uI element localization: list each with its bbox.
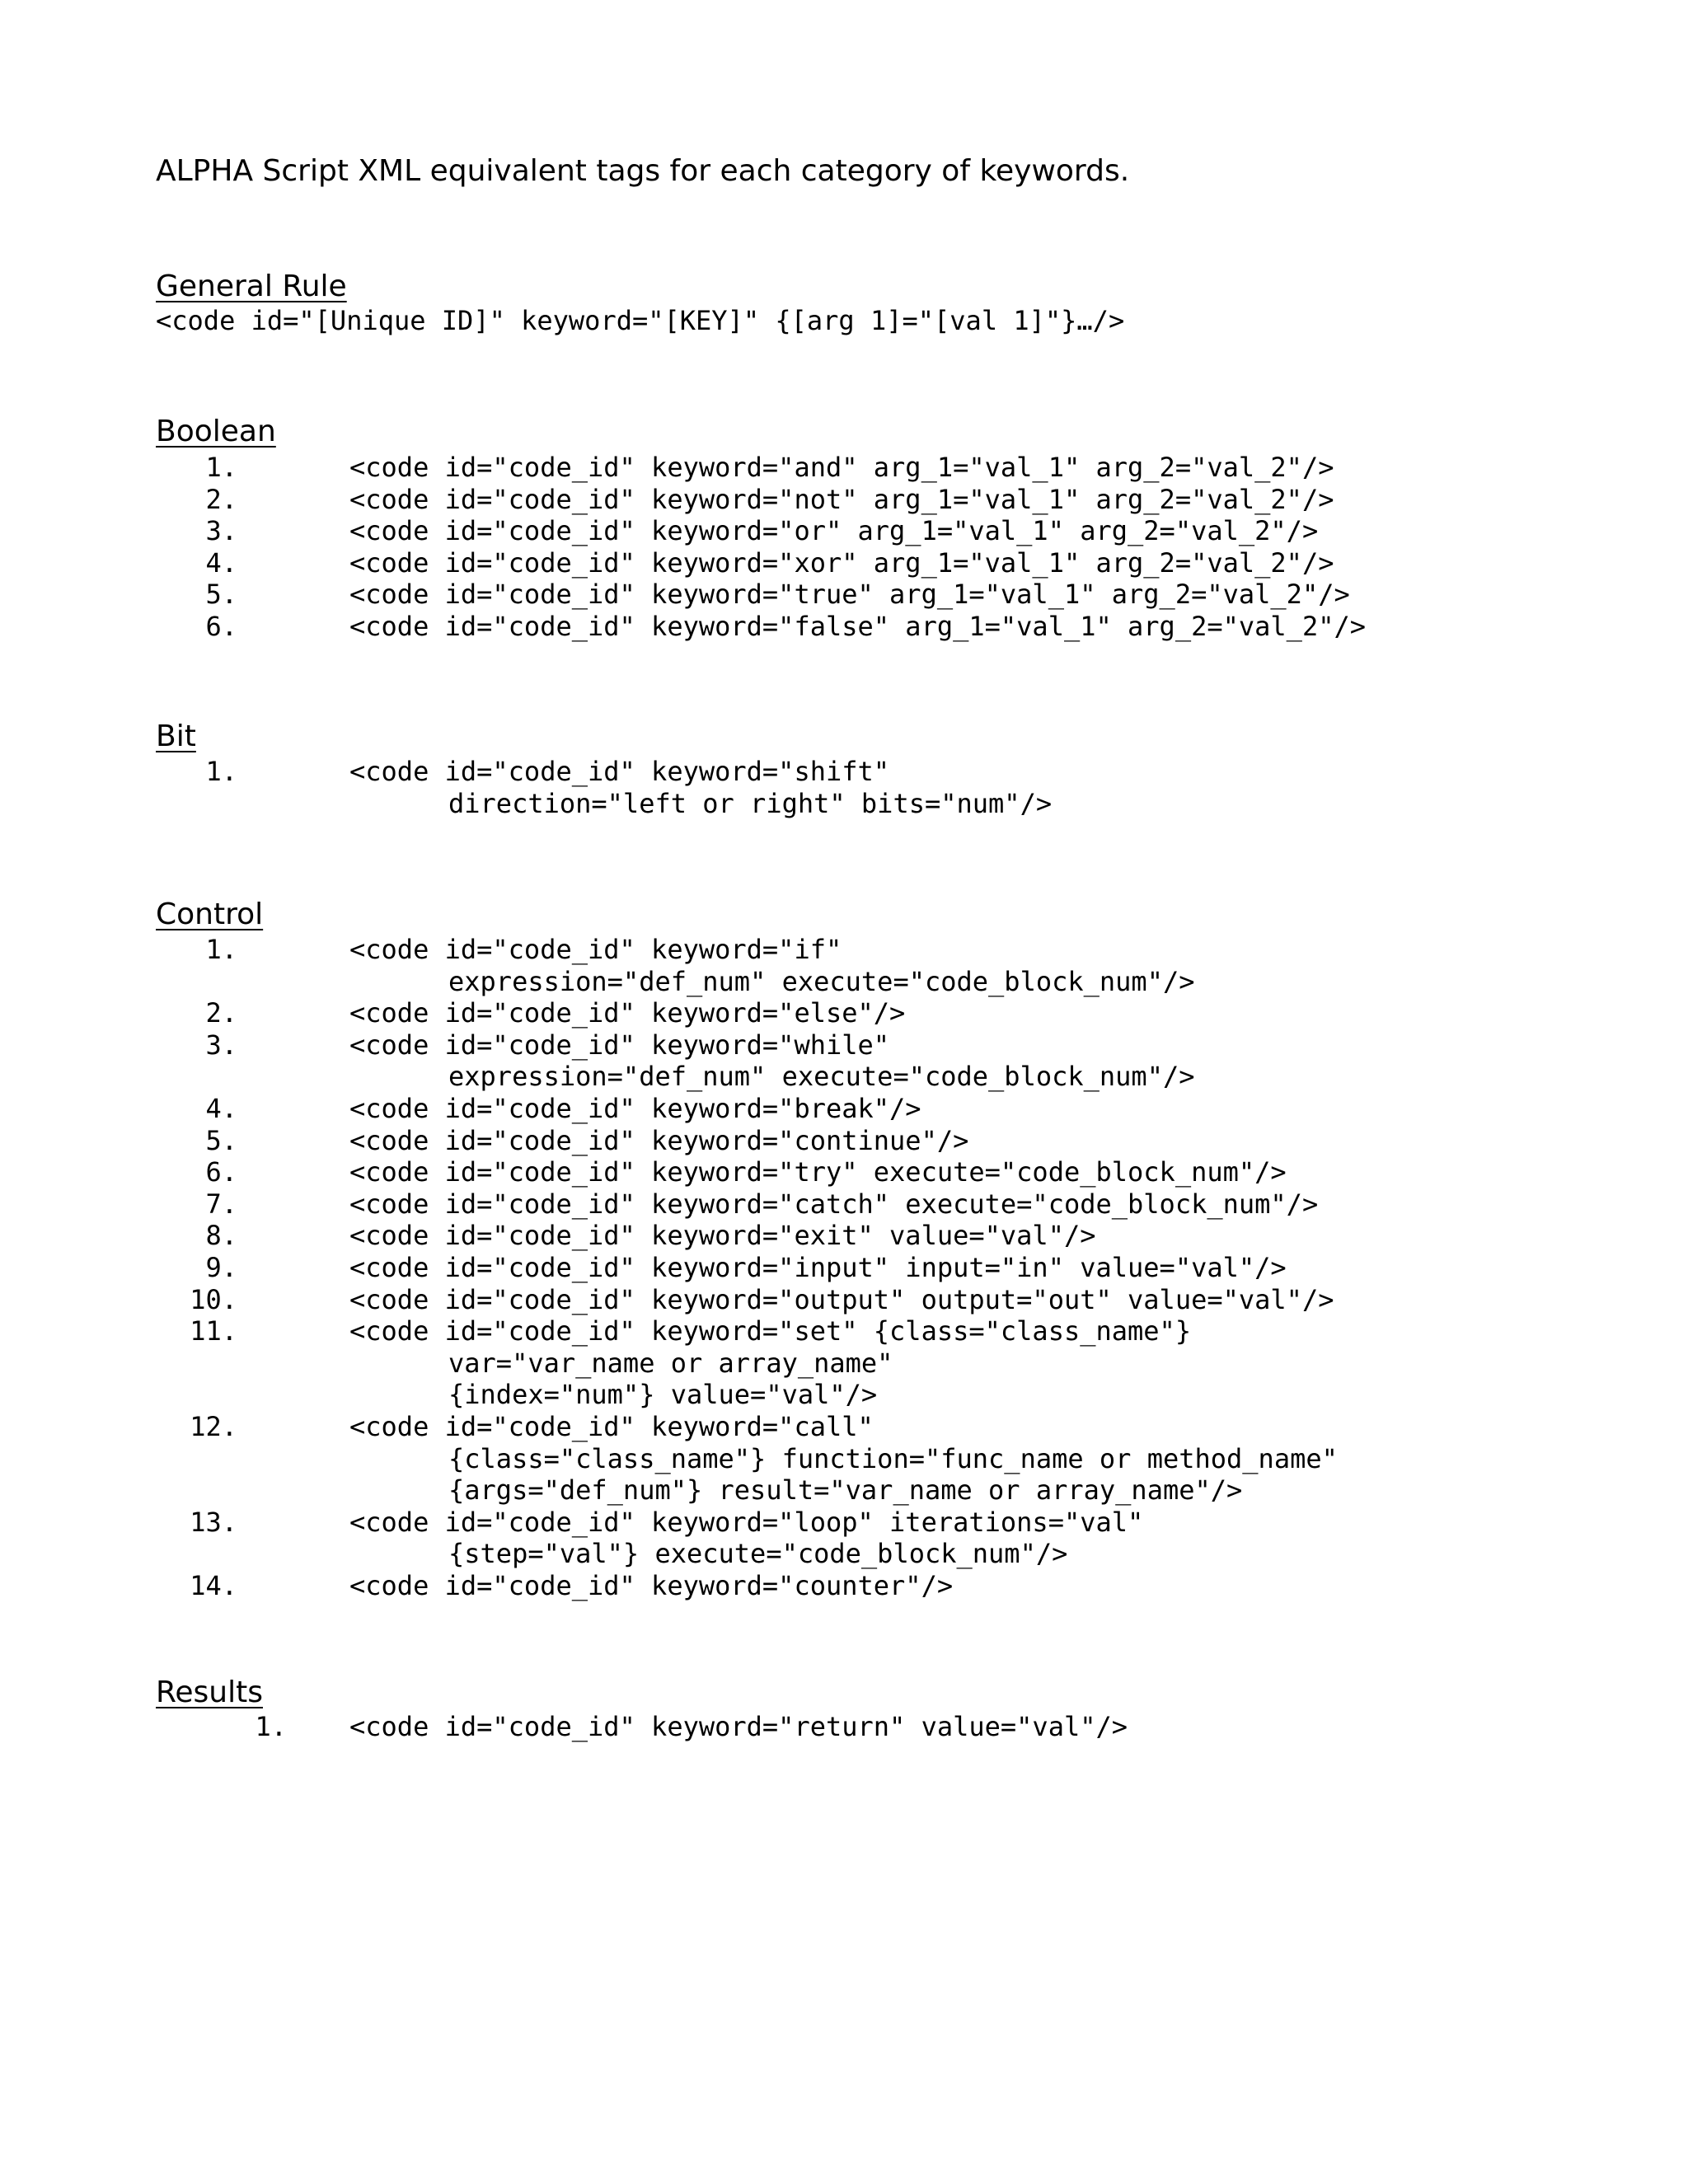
list-item-number: 14. (190, 1569, 237, 1601)
list-item-number: 11. (190, 1315, 237, 1347)
code-block (349, 756, 1052, 819)
results-list (0, 1711, 1566, 1743)
list-item-number: 5. (205, 1124, 237, 1156)
code-line: <code id="code_id" keyword="or" arg_1="val_1" arg_2="val_2"/> (349, 515, 1319, 547)
code-line: <code id="code_id" keyword="xor" arg_1="val_1" arg_2="val_2"/> (349, 546, 1334, 579)
code-block (349, 547, 1334, 579)
code-block (349, 452, 1334, 484)
code-line-continuation: {args="def_num"} result="var_name or array_name"/> (448, 1474, 1243, 1507)
code-line: <code id="code_id" keyword="call" (349, 1410, 874, 1442)
list-item-number: 12. (190, 1410, 237, 1442)
list-item-number: 1. (205, 934, 237, 965)
list-item-number: 3. (205, 515, 237, 547)
code-line: <code id="code_id" keyword="return" value="val"/> (349, 1711, 1128, 1742)
code-block (349, 484, 1334, 516)
code-block (349, 1156, 1287, 1188)
code-line: <code id="code_id" keyword="input" input="in" value="val"/> (349, 1251, 1287, 1283)
general-rule-line: <code id="[Unique ID]" keyword="[KEY]" {[arg 1]="[val 1]"}…/> (156, 305, 1125, 336)
code-line: <code id="code_id" keyword="break"/> (349, 1092, 921, 1124)
code-line-continuation: {step="val"} execute="code_block_num"/> (448, 1538, 1068, 1570)
list-item (0, 452, 1566, 484)
section-heading-boolean: Boolean (156, 415, 276, 448)
list-item (0, 547, 1566, 579)
list-item (0, 515, 1566, 547)
list-item (0, 611, 1566, 643)
code-block (349, 1093, 921, 1125)
code-line-continuation: {index="num"} value="val"/> (448, 1379, 878, 1411)
code-block (349, 1125, 968, 1157)
code-line: <code id="code_id" keyword="and" arg_1="val_1" arg_2="val_2"/> (349, 452, 1334, 483)
list-item-number: 8. (205, 1220, 237, 1252)
code-line-continuation: {class="class_name"} function="func_name or method_name" (448, 1442, 1338, 1474)
code-line: <code id="code_id" keyword="counter"/> (349, 1569, 954, 1601)
code-line: <code id="code_id" keyword="while" (349, 1029, 890, 1061)
list-item (0, 1411, 1566, 1507)
code-line: <code id="code_id" keyword="continue"/> (349, 1124, 969, 1156)
list-item-number: 2. (205, 483, 237, 515)
code-block (349, 515, 1318, 547)
list-item (0, 756, 1566, 819)
section-heading-results: Results (156, 1675, 263, 1709)
code-line-continuation: var="var_name or array_name" (448, 1347, 893, 1379)
code-block (349, 1315, 1191, 1411)
list-item (0, 1315, 1566, 1411)
control-list (0, 934, 1566, 1601)
list-item (0, 1220, 1566, 1252)
code-line-continuation: expression="def_num" execute="code_block_num"/> (448, 1061, 1195, 1093)
list-item (0, 1029, 1566, 1093)
list-item-number: 1. (205, 452, 237, 483)
code-line: <code id="code_id" keyword="catch" execute="code_block_num"/> (349, 1188, 1319, 1220)
section-heading-bit: Bit (156, 719, 196, 753)
section-heading-control: Control (156, 898, 264, 931)
list-item (0, 1188, 1566, 1221)
code-line: <code id="code_id" keyword="false" arg_1="val_1" arg_2="val_2"/> (349, 610, 1366, 642)
code-block (349, 1507, 1143, 1570)
list-item-number: 6. (205, 610, 237, 642)
list-item-number: 4. (205, 1092, 237, 1124)
list-item (0, 1093, 1566, 1125)
code-block (349, 1188, 1318, 1221)
code-block (349, 1029, 1194, 1093)
bit-list (0, 756, 1566, 819)
code-line: <code id="code_id" keyword="loop" iterations="val" (349, 1506, 1144, 1538)
code-line: <code id="code_id" keyword="try" execute="code_block_num"/> (349, 1156, 1287, 1188)
list-item (0, 1284, 1566, 1316)
code-line: <code id="code_id" keyword="if" (349, 934, 842, 965)
list-item (0, 1252, 1566, 1284)
code-block (349, 611, 1366, 643)
code-line-continuation: direction="left or right" bits="num"/> (448, 787, 1053, 819)
code-line: <code id="code_id" keyword="set" {class="class_name"} (349, 1315, 1192, 1347)
list-item (0, 997, 1566, 1029)
list-item-number: 9. (205, 1251, 237, 1283)
boolean-list (0, 452, 1566, 643)
code-block (349, 1252, 1287, 1284)
code-line-continuation: expression="def_num" execute="code_block_num"/> (448, 965, 1195, 997)
list-item (0, 1156, 1566, 1188)
list-item (0, 934, 1566, 997)
code-line: <code id="code_id" keyword="not" arg_1="val_1" arg_2="val_2"/> (349, 483, 1334, 515)
list-item-number: 1. (255, 1711, 287, 1742)
code-block (349, 579, 1350, 611)
code-block (349, 1411, 1338, 1507)
list-item-number: 13. (190, 1506, 237, 1538)
code-block (349, 1220, 1095, 1252)
list-item-number: 1. (205, 756, 237, 787)
list-item-number: 6. (205, 1156, 237, 1188)
list-item-number: 10. (190, 1283, 237, 1315)
code-block (349, 934, 1194, 997)
list-item (0, 484, 1566, 516)
code-block (349, 1570, 953, 1602)
list-item (0, 1711, 1566, 1743)
list-item (0, 1125, 1566, 1157)
code-line: <code id="code_id" keyword="else"/> (349, 997, 906, 1029)
code-line: <code id="code_id" keyword="shift" (349, 756, 890, 787)
code-block (349, 1711, 1128, 1743)
section-heading-general-rule: General Rule (156, 269, 347, 303)
code-line: <code id="code_id" keyword="true" arg_1="val_1" arg_2="val_2"/> (349, 579, 1350, 611)
list-item-number: 5. (205, 579, 237, 611)
list-item-number: 2. (205, 997, 237, 1029)
code-line: <code id="code_id" keyword="exit" value="val"/> (349, 1220, 1096, 1252)
list-item-number: 3. (205, 1029, 237, 1061)
list-item (0, 1570, 1566, 1602)
page-title: ALPHA Script XML equivalent tags for each category of keywords. (156, 154, 1130, 188)
code-line: <code id="code_id" keyword="output" output="out" value="val"/> (349, 1283, 1334, 1315)
code-block (349, 1284, 1334, 1316)
list-item (0, 1507, 1566, 1570)
list-item-number: 7. (205, 1188, 237, 1220)
list-item (0, 579, 1566, 611)
list-item-number: 4. (205, 546, 237, 579)
code-block (349, 997, 905, 1029)
